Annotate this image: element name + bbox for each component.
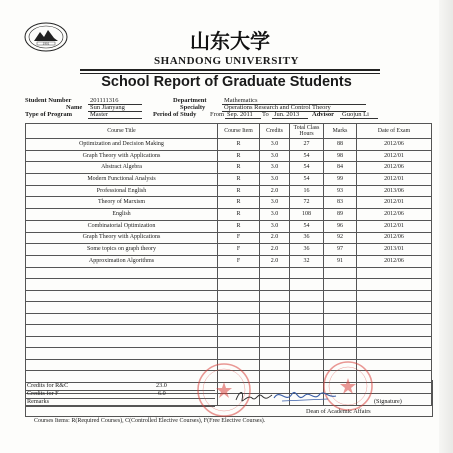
advisor-value: Guojun Li [340,111,378,119]
course-item-legend: Courses Items: R(Required Courses), C(Controlled Elective Courses), F(Free Elective Courses). [34,418,266,424]
header-rule-thick [80,69,380,71]
cell-marks: 99 [324,174,357,186]
table-row [26,162,432,174]
cell-course-item: F [218,232,260,244]
name-label: Name [66,104,83,111]
cell-exam-date: 2012/01 [357,220,432,232]
university-name: SHANDONG UNIVERSITY [154,55,299,67]
table-row [26,232,432,244]
cell-marks: 97 [324,244,357,256]
empty-cell [218,302,260,314]
cell-exam-date: 2012/06 [357,232,432,244]
cell-marks: 98 [324,150,357,162]
cell-total-hours: 54 [290,174,324,186]
empty-cell [218,325,260,337]
credits-f-value: 6.0 [158,390,166,397]
cell-course-item: R [218,185,260,197]
header-course-title: Course Title [26,124,218,139]
empty-cell [26,336,218,348]
credit-rule-3 [25,406,215,407]
empty-cell [260,325,290,337]
cell-total-hours: 36 [290,244,324,256]
table-row [26,255,432,267]
empty-cell [290,325,324,337]
cell-exam-date: 2012/01 [357,197,432,209]
chinese-name-calligraphy [160,26,300,56]
header-date-of-exam: Date of Exam [357,124,432,139]
empty-table-row [26,279,432,291]
empty-cell [357,348,432,360]
empty-cell [290,313,324,325]
empty-table-row [26,325,432,337]
cell-total-hours: 108 [290,209,324,221]
cell-exam-date: 2012/06 [357,209,432,221]
credits-rc-label: Credits for R&C [27,382,69,389]
empty-cell [218,313,260,325]
program-value: Master [88,111,142,119]
table-row [26,150,432,162]
empty-cell [26,279,218,291]
cell-course-title: Graph Theory with Applications [26,150,218,162]
empty-cell [290,267,324,279]
period-to-value: Jun. 2013 [272,111,308,119]
empty-cell [324,325,357,337]
empty-cell [218,290,260,302]
cell-course-item: R [218,162,260,174]
cell-course-item: R [218,174,260,186]
empty-cell [218,267,260,279]
empty-cell [357,302,432,314]
cell-total-hours: 32 [290,255,324,267]
cell-course-item: F [218,255,260,267]
cell-course-item: R [218,139,260,151]
empty-table-row [26,336,432,348]
cell-course-title: Theory of Marxism [26,197,218,209]
empty-cell [290,348,324,360]
empty-cell [26,290,218,302]
table-row [26,139,432,151]
empty-cell [290,290,324,302]
cell-credits: 3.0 [260,162,290,174]
signature-label: (Signature) [374,398,402,405]
cell-total-hours: 72 [290,197,324,209]
cell-credits: 3.0 [260,209,290,221]
cell-course-title: Optimization and Decision Making [26,139,218,151]
table-row [26,209,432,221]
cell-credits: 3.0 [260,220,290,232]
cell-total-hours: 16 [290,185,324,197]
table-row [26,220,432,232]
cell-exam-date: 2012/01 [357,150,432,162]
header-marks: Marks [324,124,357,139]
name-value: Sun Jianyang [88,104,142,112]
report-title: School Report of Graduate Students [101,74,352,90]
empty-cell [357,336,432,348]
cell-credits: 3.0 [260,197,290,209]
cell-marks: 93 [324,185,357,197]
empty-cell [26,359,218,371]
page-edge-shadow [439,0,453,453]
cell-credits: 3.0 [260,150,290,162]
credits-rc-value: 23.0 [156,382,167,389]
empty-cell [218,279,260,291]
cell-marks: 83 [324,197,357,209]
header-total-hours: Total Class Hours [290,124,324,139]
cell-credits: 3.0 [260,139,290,151]
empty-cell [260,359,290,371]
empty-cell [218,336,260,348]
cell-marks: 92 [324,232,357,244]
cell-marks: 88 [324,139,357,151]
empty-cell [357,325,432,337]
advisor-label: Advisor [312,111,335,118]
cn-university-name: 山东大学 [190,29,270,53]
empty-cell [324,279,357,291]
cell-course-item: F [218,244,260,256]
empty-cell [324,313,357,325]
empty-cell [324,348,357,360]
cell-total-hours: 27 [290,139,324,151]
table-row [26,185,432,197]
cell-course-title: Modern Functional Analysis [26,174,218,186]
empty-cell [324,336,357,348]
cell-total-hours: 36 [290,232,324,244]
cell-course-title: Abstract Algebra [26,162,218,174]
student-number-label: Student Number [25,97,72,104]
period-from-label: From [210,111,225,118]
cell-credits: 2.0 [260,185,290,197]
department-label: Department [173,97,207,104]
cell-course-item: R [218,197,260,209]
empty-table-row [26,290,432,302]
empty-cell [357,279,432,291]
empty-table-row [26,302,432,314]
header-credits: Credits [260,124,290,139]
credit-rule-2 [25,398,215,399]
cell-credits: 3.0 [260,174,290,186]
empty-cell [260,336,290,348]
table-row [26,197,432,209]
period-from-value: Sep. 2011 [225,111,261,119]
period-to-label: To [262,111,269,118]
cell-exam-date: 2012/06 [357,139,432,151]
empty-cell [260,279,290,291]
cell-exam-date: 2013/06 [357,185,432,197]
table-header-row [26,124,432,139]
cell-marks: 91 [324,255,357,267]
cell-exam-date: 2013/01 [357,244,432,256]
cell-exam-date: 2012/01 [357,174,432,186]
specialty-label: Specialty [180,104,206,111]
cell-credits: 2.0 [260,232,290,244]
student-number-value: 201111316 [88,97,142,105]
specialty-value: Operations Research and Control Theory [222,104,366,112]
empty-cell [260,302,290,314]
empty-table-row [26,348,432,360]
empty-table-row [26,267,432,279]
cell-course-title: Graph Theory with Applications [26,232,218,244]
empty-cell [324,302,357,314]
empty-cell [290,279,324,291]
empty-cell [357,313,432,325]
department-value: Mathematics [222,97,366,105]
empty-cell [290,302,324,314]
empty-cell [357,267,432,279]
credits-f-label: Credits for F [27,390,59,397]
cell-marks: 96 [324,220,357,232]
logo-year: 1901 [42,41,50,46]
empty-table-row [26,313,432,325]
remarks-label: Remarks [27,398,49,405]
table-row [26,174,432,186]
cell-total-hours: 54 [290,162,324,174]
cell-exam-date: 2012/06 [357,162,432,174]
dean-signature [232,386,342,406]
empty-cell [26,267,218,279]
dean-label: Dean of Academic Affairs [306,408,371,415]
empty-cell [260,313,290,325]
empty-cell [260,290,290,302]
cell-course-title: Professional English [26,185,218,197]
empty-cell [26,348,218,360]
cell-marks: 84 [324,162,357,174]
empty-cell [324,290,357,302]
empty-cell [357,290,432,302]
cell-credits: 2.0 [260,244,290,256]
empty-cell [324,267,357,279]
empty-cell [290,359,324,371]
cell-course-title: English [26,209,218,221]
cell-course-item: R [218,209,260,221]
cell-course-item: R [218,150,260,162]
empty-cell [218,348,260,360]
cell-marks: 89 [324,209,357,221]
empty-cell [26,325,218,337]
cell-credits: 2.0 [260,255,290,267]
cell-course-title: Approximation Algorithms [26,255,218,267]
period-label: Period of Study [153,111,197,118]
university-logo-icon [24,22,68,52]
empty-cell [26,313,218,325]
cell-total-hours: 54 [290,150,324,162]
cell-total-hours: 54 [290,220,324,232]
cell-course-title: Combinatorial Optimization [26,220,218,232]
empty-cell [260,267,290,279]
program-label: Type of Program [25,111,73,118]
cell-course-title: Some topics on graph theory [26,244,218,256]
empty-cell [290,336,324,348]
cell-exam-date: 2012/06 [357,255,432,267]
cell-course-item: R [218,220,260,232]
header-course-item: Course Item [218,124,260,139]
empty-cell [26,302,218,314]
empty-cell [260,348,290,360]
table-row [26,244,432,256]
